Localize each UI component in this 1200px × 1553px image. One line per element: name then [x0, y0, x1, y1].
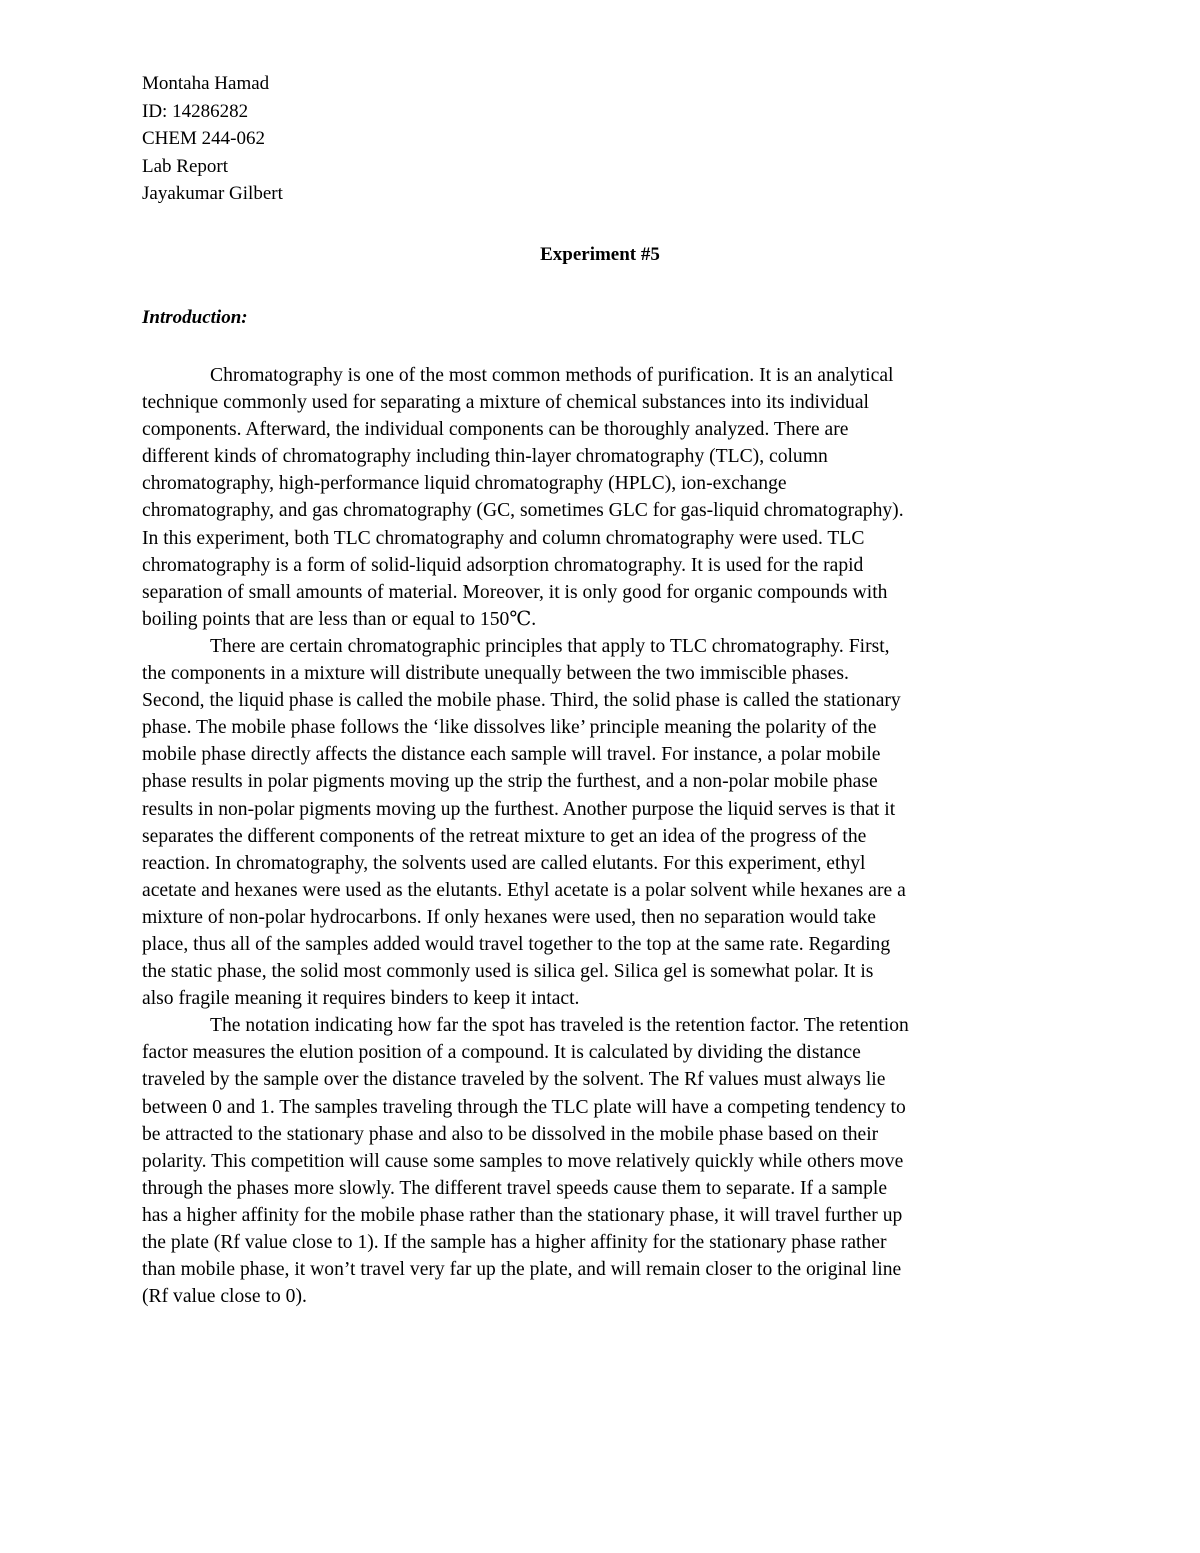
- author-name: Montaha Hamad: [142, 73, 270, 94]
- paragraph-line: factor measures the elution position of a compound. It is calculated by dividing the distance: [142, 1042, 861, 1064]
- paragraph-line: results in non-polar pigments moving up the furthest. Another purpose the liquid serves is that it: [142, 798, 896, 820]
- paragraph-line: reaction. In chromatography, the solvents used are called elutants. For this experiment, ethyl: [142, 852, 866, 874]
- section-heading-introduction: Introduction:: [142, 307, 248, 328]
- paragraph-line: polarity. This competition will cause some samples to move relatively quickly while others move: [142, 1150, 904, 1172]
- student-id: ID: 14286282: [142, 100, 249, 122]
- document-type: Lab Report: [142, 155, 229, 177]
- paragraph-line: There are certain chromatographic principles that apply to TLC chromatography. First,: [210, 635, 890, 657]
- paragraph-line: the static phase, the solid most commonly used is silica gel. Silica gel is somewhat polar. It is: [142, 961, 874, 983]
- paragraph-line: acetate and hexanes were used as the elutants. Ethyl acetate is a polar solvent while hexanes are a: [142, 879, 906, 901]
- paragraph-line: than mobile phase, it won’t travel very far up the plate, and will remain closer to the original line: [142, 1259, 902, 1281]
- paragraph-line: mixture of non-polar hydrocarbons. If only hexanes were used, then no separation would take: [142, 906, 877, 928]
- paragraph-line: chromatography, and gas chromatography (GC, sometimes GLC for gas-liquid chromatography).: [142, 500, 904, 522]
- paragraph-line: separation of small amounts of material. Moreover, it is only good for organic compounds with: [142, 581, 888, 603]
- paragraph-line: be attracted to the stationary phase and also to be dissolved in the mobile phase based on their: [142, 1123, 879, 1145]
- paragraph-line: also fragile meaning it requires binders to keep it intact.: [142, 988, 580, 1010]
- paragraph-line: phase. The mobile phase follows the ‘like dissolves like’ principle meaning the polarity of the: [142, 717, 877, 739]
- introduction-body: [142, 362, 1059, 1310]
- author-header: [142, 70, 742, 208]
- paragraph-line: Second, the liquid phase is called the mobile phase. Third, the solid phase is called the stationary: [142, 690, 901, 712]
- paragraph-line: traveled by the sample over the distance traveled by the solvent. The Rf values must always lie: [142, 1069, 886, 1091]
- paragraph-line: (Rf value close to 0).: [142, 1286, 307, 1308]
- paragraph-line: components. Afterward, the individual components can be thoroughly analyzed. There are: [142, 419, 849, 441]
- paragraph-line: different kinds of chromatography including thin-layer chromatography (TLC), column: [142, 446, 828, 468]
- paragraph-line: Chromatography is one of the most common methods of purification. It is an analytical: [210, 365, 894, 386]
- paragraph-line: In this experiment, both TLC chromatography and column chromatography were used. TLC: [142, 527, 865, 549]
- document-title: Experiment #5: [540, 244, 660, 265]
- paragraph-line: separates the different components of the retreat mixture to get an idea of the progress of the: [142, 825, 867, 847]
- paragraph-line: place, thus all of the samples added would travel together to the top at the same rate. Regarding: [142, 933, 891, 955]
- paragraph-line: mobile phase directly affects the distance each sample will travel. For instance, a polar mobile: [142, 744, 881, 766]
- paragraph-line: boiling points that are less than or equal to 150℃.: [142, 608, 537, 630]
- paragraph-line: through the phases more slowly. The different travel speeds cause them to separate. If a sample: [142, 1177, 888, 1199]
- paragraph-line: chromatography is a form of solid-liquid adsorption chromatography. It is used for the rapid: [142, 554, 864, 576]
- paragraph-line: phase results in polar pigments moving up the strip the furthest, and a non-polar mobile phase: [142, 771, 878, 793]
- paragraph-line: chromatography, high-performance liquid chromatography (HPLC), ion-exchange: [142, 473, 787, 495]
- paragraph-line: between 0 and 1. The samples traveling through the TLC plate will have a competing tendency to: [142, 1096, 906, 1118]
- paragraph-line: The notation indicating how far the spot has traveled is the retention factor. The retention: [210, 1015, 909, 1037]
- paragraph-line: the components in a mixture will distribute unequally between the two immiscible phases.: [142, 663, 849, 685]
- instructor-name: Jayakumar Gilbert: [142, 183, 283, 205]
- paragraph-line: has a higher affinity for the mobile phase rather than the stationary phase, it will travel further up: [142, 1204, 903, 1226]
- paragraph-line: technique commonly used for separating a mixture of chemical substances into its individual: [142, 392, 869, 414]
- paragraph-line: the plate (Rf value close to 1). If the sample has a higher affinity for the stationary phase rather: [142, 1232, 887, 1253]
- course-code: CHEM 244-062: [142, 128, 265, 150]
